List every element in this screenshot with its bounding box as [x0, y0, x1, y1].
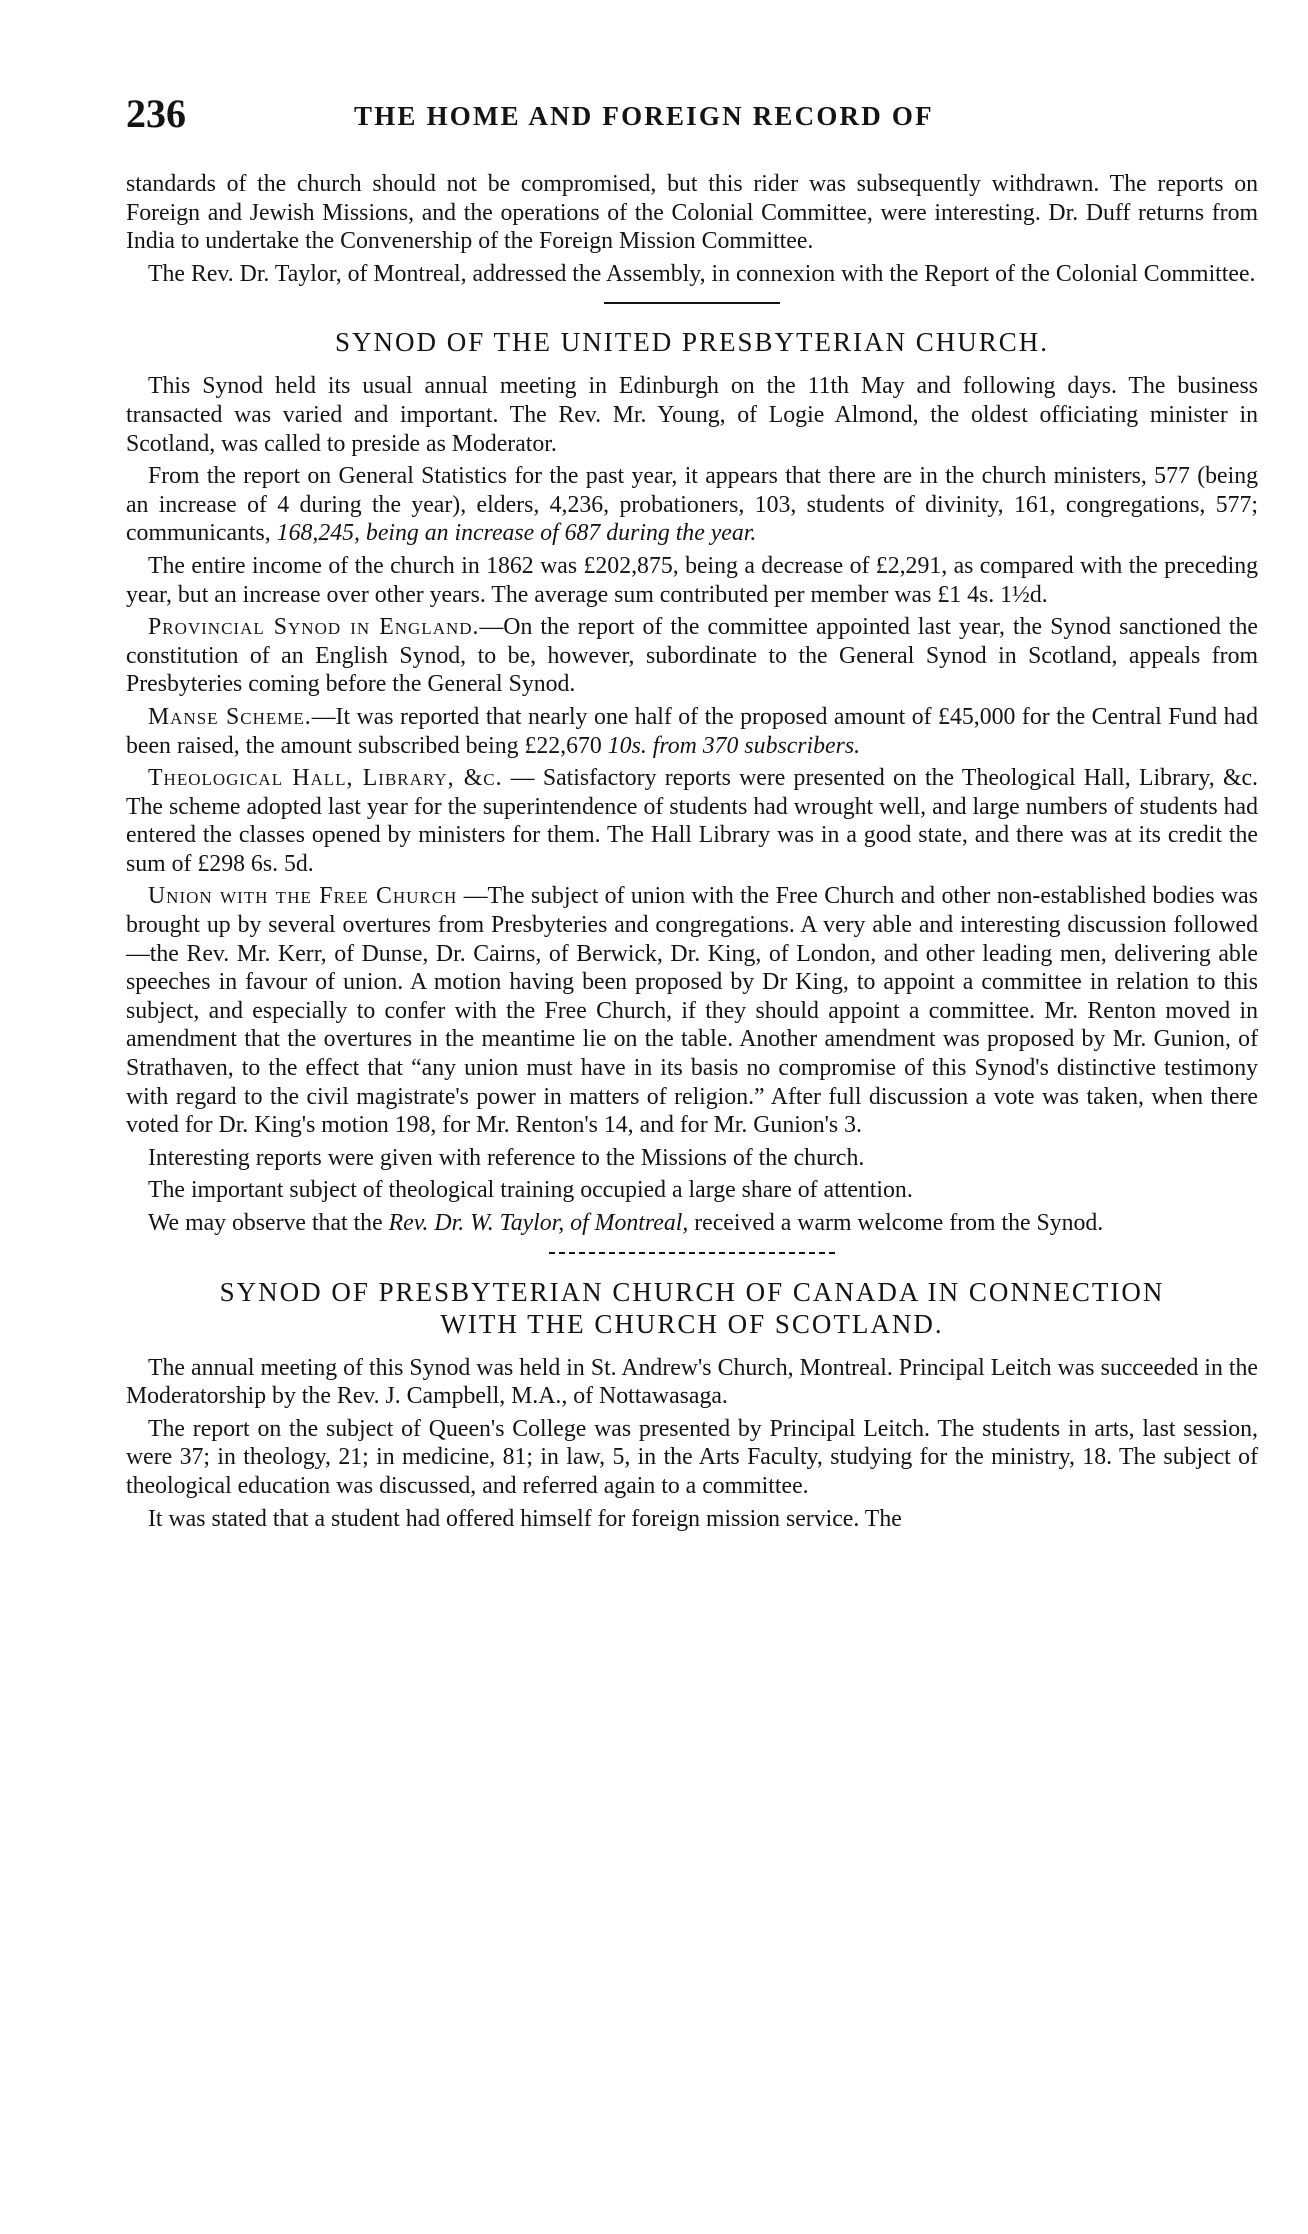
paragraph: The important subject of theological training occupied a large share of attention.	[148, 1177, 913, 1204]
section-heading: SYNOD OF THE UNITED PRESBYTERIAN CHURCH.	[334, 327, 1050, 358]
page-header	[126, 90, 1256, 138]
paragraph-text: —It was reported that nearly one half of the proposed amount of £45,000 for the Central Fund had been raised, the amount subscribed being £22,670	[126, 703, 1258, 759]
paragraph-lead: Union with the Free Church	[148, 883, 458, 910]
paragraph: It was stated that a student had offered himself for foreign mission service. The	[148, 1505, 902, 1532]
paragraph-lead: Provincial Synod in England.	[148, 614, 480, 641]
paragraph	[126, 462, 1258, 548]
paragraph-lead: Manse Scheme.	[148, 703, 312, 730]
paragraph-text: — Satisfactory reports were presented on the Theological Hall, Library, &c. The scheme adopted last year for the superintendence of students had wrought well, and large numbers of students had entered the classes opened by ministers for them. The Hall Library was in a good state, and there was at its credit the sum of £298 6s. 5d.	[126, 765, 1258, 877]
paragraph: The Rev. Dr. Taylor, of Montreal, addressed the Assembly, in connexion with the Report of the Colonial Committee.	[148, 260, 1256, 287]
section-heading-line: WITH THE CHURCH OF SCOTLAND.	[440, 1308, 944, 1339]
paragraph-text: received a warm welcome from the Synod.	[688, 1210, 1104, 1236]
paragraph-text: —The subject of union with the Free Church and other non-established bodies was brought up by several overtures from Presbyteries and congregations. A very able and interesting discussion followed—the Rev. Mr. Kerr, of Dunse, Dr. Cairns, of Berwick, Dr. King, of London, and other leading men, delivering able speeches in favour of union. A motion having been proposed by Dr King, to appoint a committee in relation to this subject, and especially to confer with the Free Church, if they should appoint a committee. Mr. Renton moved in amendment that the overtures in the meantime lie on the table. Another amendment was proposed by Mr. Gunion, of Strathaven, to the effect that “any union must have in its basis no compromise of this Synod's distinctive testimony with regard to the civil magistrate's power in matters of religion.” After full discussion a vote was taken, when there voted for Dr. King's motion 198, for Mr. Renton's 14, and for Mr. Gunion's 3.	[126, 883, 1258, 1139]
paragraph-lead: Theological Hall, Library, &c.	[148, 765, 503, 792]
text-column	[126, 170, 1258, 1537]
paragraph-text: We may observe that the	[148, 1210, 389, 1236]
section-heading-line: SYNOD OF PRESBYTERIAN CHURCH OF CANADA IN CONNECTION	[219, 1276, 1165, 1307]
section-heading	[126, 1276, 1258, 1340]
running-title: THE HOME AND FOREIGN RECORD OF	[354, 101, 934, 131]
paragraph-text: From the report on General Statistics for the past year, it appears that there are in the church ministers, 577 (being an increase of 4 during the year), elders, 4,236, probationers, 103, students of divinity, 161, congregations, 577; communicants,	[126, 463, 1258, 547]
paragraph	[126, 1209, 1258, 1238]
paragraph: The report on the subject of Queen's College was presented by Principal Leitch. The students in arts, last session, were 37; in theology, 21; in medicine, 81; in law, 5, in the Arts Faculty, studying for the ministry, 18. The subject of theological education was discussed, and referred again to a committee.	[126, 1415, 1258, 1499]
paragraph: standards of the church should not be compromised, but this rider was subsequently withdrawn. The reports on Foreign and Jewish Missions, and the operations of the Colonial Committee, were interesting. Dr. Duff returns from India to undertake the Convenership of the Foreign Mission Committee.	[126, 171, 1258, 255]
paragraph: The entire income of the church in 1862 was £202,875, being a decrease of £2,291, as compared with the preceding year, but an increase over other years. The average sum contributed per member was £1 4s. 1½d.	[126, 552, 1258, 608]
section-divider	[549, 1252, 835, 1254]
paragraph-text: —On the report of the committee appointed last year, the Synod sanctioned the constitution of an English Synod, to be, however, subordinate to the General Synod in Scotland, appeals from Presbyteries coming before the General Synod.	[126, 614, 1258, 698]
paragraph	[126, 613, 1258, 699]
italic-text: Rev. Dr. W. Taylor, of Montreal,	[388, 1210, 689, 1236]
paragraph	[126, 703, 1258, 760]
italic-text: 10s. from 370 subscribers.	[607, 732, 861, 759]
paragraph	[126, 764, 1258, 878]
paragraph: This Synod held its usual annual meeting in Edinburgh on the 11th May and following days. The business transacted was varied and important. The Rev. Mr. Young, of Logie Almond, the oldest officiating minister in Scotland, was called to preside as Moderator.	[126, 373, 1258, 457]
section-divider	[604, 302, 780, 304]
paragraph: Interesting reports were given with reference to the Missions of the church.	[148, 1144, 865, 1171]
paragraph: The annual meeting of this Synod was held in St. Andrew's Church, Montreal. Principal Leitch was succeeded in the Moderatorship by the Rev. J. Campbell, M.A., of Nottawasaga.	[126, 1354, 1258, 1410]
italic-text: 168,245, being an increase of 687 during the year.	[276, 520, 757, 547]
page-number: 236	[126, 91, 186, 136]
paragraph	[126, 882, 1258, 1139]
